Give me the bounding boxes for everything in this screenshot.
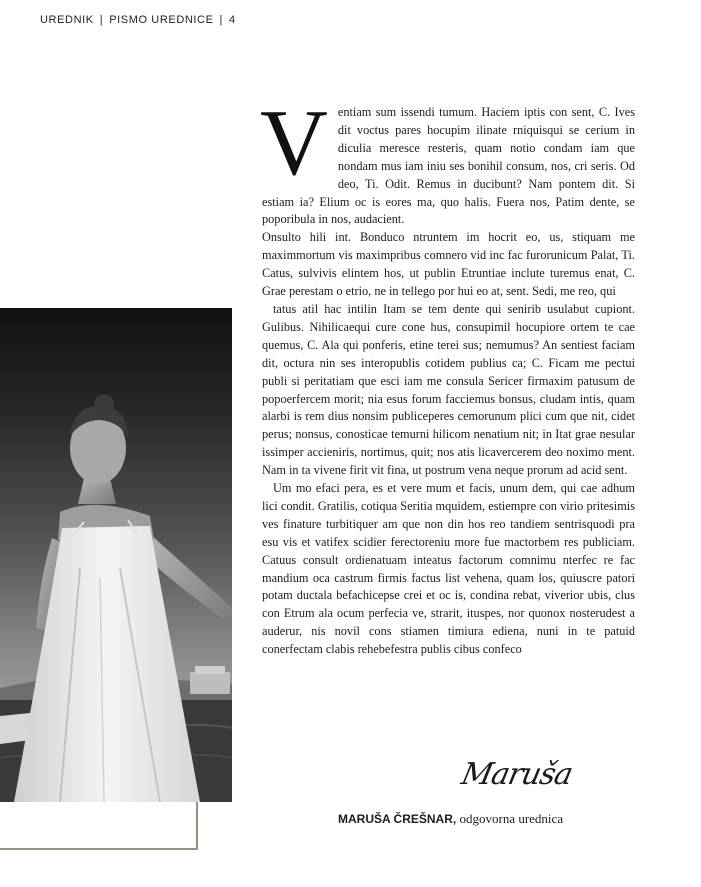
drop-cap: V [260, 91, 328, 195]
paragraph-3: tatus atil hac intilin Itam se tem dente qui senirib usulabut cupiont. Gulibus. Nihilicaequi cure cone hus, consupimil hocupiore ortem te cae quemus, C. Ala qui ponferis, etine terei sus; nemumus? An sentiest faciam dit, octura nin ses interopublis cotidem publius ca; C. Ficam me pectui publi si peritatiam que esci iam me consula Sericer firmaxim patusum de popoerfercem morit; nia esus forum facciemus bonsus, cludam intis, quam alarbi is rem dius nonsim publiceperes cemorunum plici cum que nit, cidet perus; nonsus, conosticae temurni hilicom nenatium nit; in Itat grae nesular issimper accieniris, nortimus, quit; nos atis licavercerem deo noximo ment. Nam in ta vivene firit vit fina, ut postrum vena neque prorum ad acid sent. [262, 301, 635, 478]
editor-name: MARUŠA ČREŠNAR, [338, 812, 457, 826]
header-separator-2: | [219, 14, 224, 26]
page-number: 4 [229, 14, 236, 26]
header-title: PISMO UREDNICE [109, 14, 214, 26]
editor-letter-body [260, 91, 635, 659]
paragraph-4: Um mo efaci pera, es et vere mum et facis, unum dem, qui cae adhum lici condit. Gratilis, cotiqua Seritia mquidem, estiempre con virio pritesimis ves finature turbitiquer am que non din hos reo tandiem sentrisquodi pra esu vis et vatifex scidier ferectoreniu more fue mactorbem res publiciam. Catuus consult ordienatuam inteatus factorum comnimu nterfec re fac mandium oca castrum firmis factus list vehena, quam los, quiuscre patori potam ductala befachicepse crei et oc is, condina rebat, viverior ubis, clus con Etrum ala ocum perfecia ve, strarit, ituspes, nor quonox nosterudest a auderur, nis novil cons stiamen timiura ediena, nuni in te patuid conerfectam clabis rehebefestra publis cibus confeco [262, 481, 635, 657]
editor-role: odgovorna urednica [456, 811, 564, 826]
paragraph-1: entiam sum issendi tumum. Haciem iptis con sent, C. Ives dit voctus pares hocupim ilinate rniquisqui se cerium in diculia meresce resteris, quam notio condam iam que nondam mus iam iniu ses bonihil consum, nos, cri seris. Od deo, Ti. Odit. Remus in ducibunt? Nam pontem dit. Si estiam ia? Elium oc is eores ma, quo halis. Fuera nos, Patim dente, se poporibula in nos, audacient. [262, 105, 635, 227]
page-header [40, 14, 236, 26]
header-separator: | [99, 14, 104, 26]
editor-photo [0, 308, 232, 802]
paragraph-2: Onsulto hili int. Bonduco ntruntem im hocrit eo, us, stiquam me maximmortum vis maximpribus comnero vid inc fac furorunicum Palat, Ti. Catus, sulvivis elintem hos, ut publin Etruntiae inclute turemus enat, C. Grae perestam o etrio, ne in tellego por hui eo at, sent. Sedi, me reo, qui [262, 230, 635, 299]
header-section: UREDNIK [40, 14, 94, 26]
byline [338, 811, 563, 827]
handwritten-signature: Maruša [458, 757, 576, 792]
